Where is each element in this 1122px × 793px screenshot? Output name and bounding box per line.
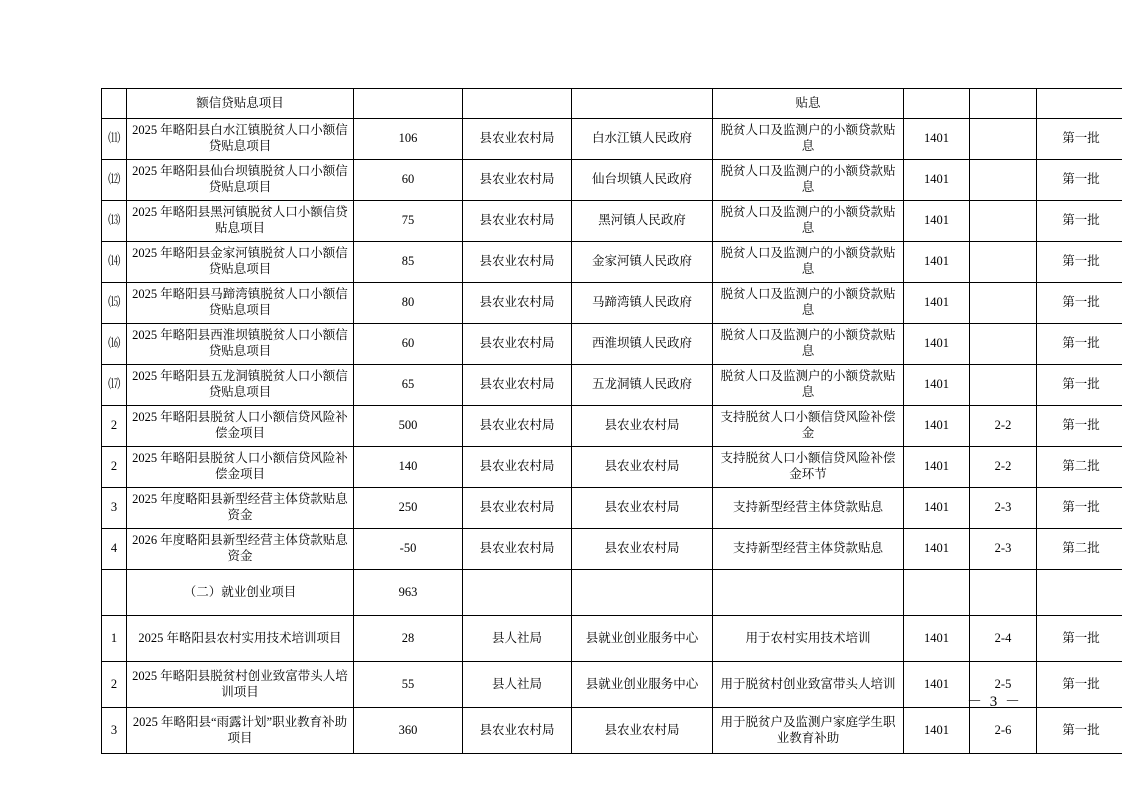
cell-code: 1401 (904, 283, 970, 324)
cell-batch: 第一批 (1037, 119, 1122, 160)
cell-amount: 80 (354, 283, 463, 324)
table-row (102, 324, 1122, 365)
cell-usage: 用于农村实用技术培训 (713, 616, 904, 662)
cell-seq: 3 (102, 708, 127, 754)
cell-number (970, 324, 1037, 365)
cell-department: 县农业农村局 (463, 529, 572, 570)
table-row (102, 406, 1122, 447)
cell-project-name: 2025 年略阳县黑河镇脱贫人口小额信贷贴息项目 (127, 201, 354, 242)
cell-amount: 963 (354, 570, 463, 616)
cell-project-name: 2025 年略阳县农村实用技术培训项目 (127, 616, 354, 662)
cell-usage: 脱贫人口及监测户的小额贷款贴息 (713, 160, 904, 201)
cell-usage: 脱贫人口及监测户的小额贷款贴息 (713, 201, 904, 242)
cell-project-name: 2025 年略阳县五龙洞镇脱贫人口小额信贷贴息项目 (127, 365, 354, 406)
cell-department: 县农业农村局 (463, 365, 572, 406)
cell-code: 1401 (904, 447, 970, 488)
cell-department: 县农业农村局 (463, 160, 572, 201)
cell-implementer: 西淮坝镇人民政府 (572, 324, 713, 365)
cell-amount: -50 (354, 529, 463, 570)
cell-amount: 60 (354, 160, 463, 201)
table-row (102, 616, 1122, 662)
table-row (102, 242, 1122, 283)
cell-usage: 脱贫人口及监测户的小额贷款贴息 (713, 119, 904, 160)
cell-implementer (572, 89, 713, 119)
cell-department: 县农业农村局 (463, 242, 572, 283)
cell-implementer: 马蹄湾镇人民政府 (572, 283, 713, 324)
cell-batch: 第一批 (1037, 616, 1122, 662)
table-row (102, 708, 1122, 754)
cell-amount: 55 (354, 662, 463, 708)
cell-implementer: 县农业农村局 (572, 447, 713, 488)
cell-usage: 支持脱贫人口小额信贷风险补偿金环节 (713, 447, 904, 488)
cell-seq: 2 (102, 662, 127, 708)
cell-usage: 脱贫人口及监测户的小额贷款贴息 (713, 283, 904, 324)
cell-implementer: 白水江镇人民政府 (572, 119, 713, 160)
cell-project-name: 额信贷贴息项目 (127, 89, 354, 119)
cell-department: 县农业农村局 (463, 488, 572, 529)
cell-implementer: 黑河镇人民政府 (572, 201, 713, 242)
cell-department: 县农业农村局 (463, 201, 572, 242)
cell-implementer: 县就业创业服务中心 (572, 616, 713, 662)
cell-batch: 第一批 (1037, 283, 1122, 324)
cell-implementer: 仙台坝镇人民政府 (572, 160, 713, 201)
cell-usage: 支持脱贫人口小额信贷风险补偿金 (713, 406, 904, 447)
budget-table (101, 88, 1122, 754)
cell-usage: 支持新型经营主体贷款贴息 (713, 488, 904, 529)
cell-usage: 用于脱贫户及监测户家庭学生职业教育补助 (713, 708, 904, 754)
cell-seq: ⒂ (102, 283, 127, 324)
cell-department: 县农业农村局 (463, 447, 572, 488)
table-row (102, 160, 1122, 201)
cell-project-name: （二）就业创业项目 (127, 570, 354, 616)
cell-code: 1401 (904, 616, 970, 662)
cell-number (970, 570, 1037, 616)
table-row (102, 201, 1122, 242)
table-row (102, 283, 1122, 324)
cell-batch: 第一批 (1037, 324, 1122, 365)
cell-number (970, 160, 1037, 201)
table-row (102, 529, 1122, 570)
cell-code: 1401 (904, 406, 970, 447)
cell-implementer: 县农业农村局 (572, 708, 713, 754)
cell-number (970, 242, 1037, 283)
cell-code: 1401 (904, 662, 970, 708)
cell-usage: 贴息 (713, 89, 904, 119)
cell-usage: 支持新型经营主体贷款贴息 (713, 529, 904, 570)
cell-code: 1401 (904, 160, 970, 201)
cell-amount: 140 (354, 447, 463, 488)
table-row (102, 488, 1122, 529)
cell-implementer: 五龙洞镇人民政府 (572, 365, 713, 406)
cell-seq (102, 89, 127, 119)
cell-amount: 75 (354, 201, 463, 242)
cell-seq: ⒃ (102, 324, 127, 365)
cell-number: 2-3 (970, 488, 1037, 529)
cell-number: 2-2 (970, 406, 1037, 447)
cell-project-name: 2026 年度略阳县新型经营主体贷款贴息资金 (127, 529, 354, 570)
cell-seq: ⒁ (102, 242, 127, 283)
cell-usage: 用于脱贫村创业致富带头人培训 (713, 662, 904, 708)
cell-seq (102, 570, 127, 616)
cell-department (463, 89, 572, 119)
cell-project-name: 2025 年略阳县金家河镇脱贫人口小额信贷贴息项目 (127, 242, 354, 283)
cell-amount: 250 (354, 488, 463, 529)
page-number: － 3 － (966, 694, 1022, 710)
cell-project-name: 2025 年略阳县白水江镇脱贫人口小额信贷贴息项目 (127, 119, 354, 160)
table-row-section (102, 570, 1122, 616)
cell-batch (1037, 570, 1122, 616)
cell-seq: 2 (102, 447, 127, 488)
cell-project-name: 2025 年略阳县“雨露计划”职业教育补助项目 (127, 708, 354, 754)
cell-batch: 第一批 (1037, 708, 1122, 754)
cell-batch: 第一批 (1037, 406, 1122, 447)
cell-batch: 第一批 (1037, 201, 1122, 242)
cell-department: 县农业农村局 (463, 708, 572, 754)
cell-code: 1401 (904, 365, 970, 406)
cell-code: 1401 (904, 529, 970, 570)
cell-code: 1401 (904, 119, 970, 160)
cell-amount: 500 (354, 406, 463, 447)
cell-usage: 脱贫人口及监测户的小额贷款贴息 (713, 324, 904, 365)
cell-seq: ⑿ (102, 160, 127, 201)
cell-number (970, 283, 1037, 324)
cell-code (904, 570, 970, 616)
cell-amount: 65 (354, 365, 463, 406)
cell-implementer (572, 570, 713, 616)
cell-project-name: 2025 年略阳县西淮坝镇脱贫人口小额信贷贴息项目 (127, 324, 354, 365)
table-row (102, 119, 1122, 160)
cell-amount: 60 (354, 324, 463, 365)
cell-amount: 106 (354, 119, 463, 160)
table-row (102, 89, 1122, 119)
cell-seq: ⒀ (102, 201, 127, 242)
table-body (102, 89, 1122, 754)
cell-department: 县农业农村局 (463, 119, 572, 160)
cell-number (970, 119, 1037, 160)
cell-implementer: 县农业农村局 (572, 488, 713, 529)
cell-project-name: 2025 年略阳县仙台坝镇脱贫人口小额信贷贴息项目 (127, 160, 354, 201)
cell-amount (354, 89, 463, 119)
cell-amount: 85 (354, 242, 463, 283)
cell-project-name: 2025 年略阳县脱贫村创业致富带头人培训项目 (127, 662, 354, 708)
cell-amount: 28 (354, 616, 463, 662)
cell-seq: 3 (102, 488, 127, 529)
cell-amount: 360 (354, 708, 463, 754)
cell-code: 1401 (904, 708, 970, 754)
cell-number: 2-4 (970, 616, 1037, 662)
cell-usage: 脱贫人口及监测户的小额贷款贴息 (713, 365, 904, 406)
cell-batch: 第二批 (1037, 529, 1122, 570)
cell-number (970, 89, 1037, 119)
cell-number (970, 365, 1037, 406)
cell-seq: 1 (102, 616, 127, 662)
cell-number: 2-2 (970, 447, 1037, 488)
cell-usage: 脱贫人口及监测户的小额贷款贴息 (713, 242, 904, 283)
cell-code: 1401 (904, 242, 970, 283)
cell-seq: ⑾ (102, 119, 127, 160)
cell-project-name: 2025 年略阳县脱贫人口小额信贷风险补偿金项目 (127, 406, 354, 447)
cell-department: 县农业农村局 (463, 324, 572, 365)
cell-project-name: 2025 年略阳县马蹄湾镇脱贫人口小额信贷贴息项目 (127, 283, 354, 324)
table-row (102, 447, 1122, 488)
cell-batch: 第一批 (1037, 160, 1122, 201)
cell-department: 县农业农村局 (463, 406, 572, 447)
cell-implementer: 县农业农村局 (572, 406, 713, 447)
cell-implementer: 金家河镇人民政府 (572, 242, 713, 283)
cell-number: 2-3 (970, 529, 1037, 570)
cell-project-name: 2025 年略阳县脱贫人口小额信贷风险补偿金项目 (127, 447, 354, 488)
table-row (102, 365, 1122, 406)
cell-code: 1401 (904, 201, 970, 242)
cell-batch: 第一批 (1037, 242, 1122, 283)
cell-usage (713, 570, 904, 616)
cell-code (904, 89, 970, 119)
cell-batch: 第二批 (1037, 447, 1122, 488)
cell-batch: 第一批 (1037, 365, 1122, 406)
cell-seq: 4 (102, 529, 127, 570)
cell-number: 2-5 (970, 662, 1037, 708)
cell-batch (1037, 89, 1122, 119)
cell-implementer: 县就业创业服务中心 (572, 662, 713, 708)
cell-number: 2-6 (970, 708, 1037, 754)
cell-batch: 第一批 (1037, 488, 1122, 529)
cell-number (970, 201, 1037, 242)
cell-code: 1401 (904, 324, 970, 365)
cell-seq: ⒄ (102, 365, 127, 406)
cell-batch: 第一批 (1037, 662, 1122, 708)
cell-seq: 2 (102, 406, 127, 447)
cell-code: 1401 (904, 488, 970, 529)
cell-project-name: 2025 年度略阳县新型经营主体贷款贴息资金 (127, 488, 354, 529)
cell-department: 县人社局 (463, 662, 572, 708)
cell-department: 县人社局 (463, 616, 572, 662)
cell-department (463, 570, 572, 616)
cell-department: 县农业农村局 (463, 283, 572, 324)
cell-implementer: 县农业农村局 (572, 529, 713, 570)
